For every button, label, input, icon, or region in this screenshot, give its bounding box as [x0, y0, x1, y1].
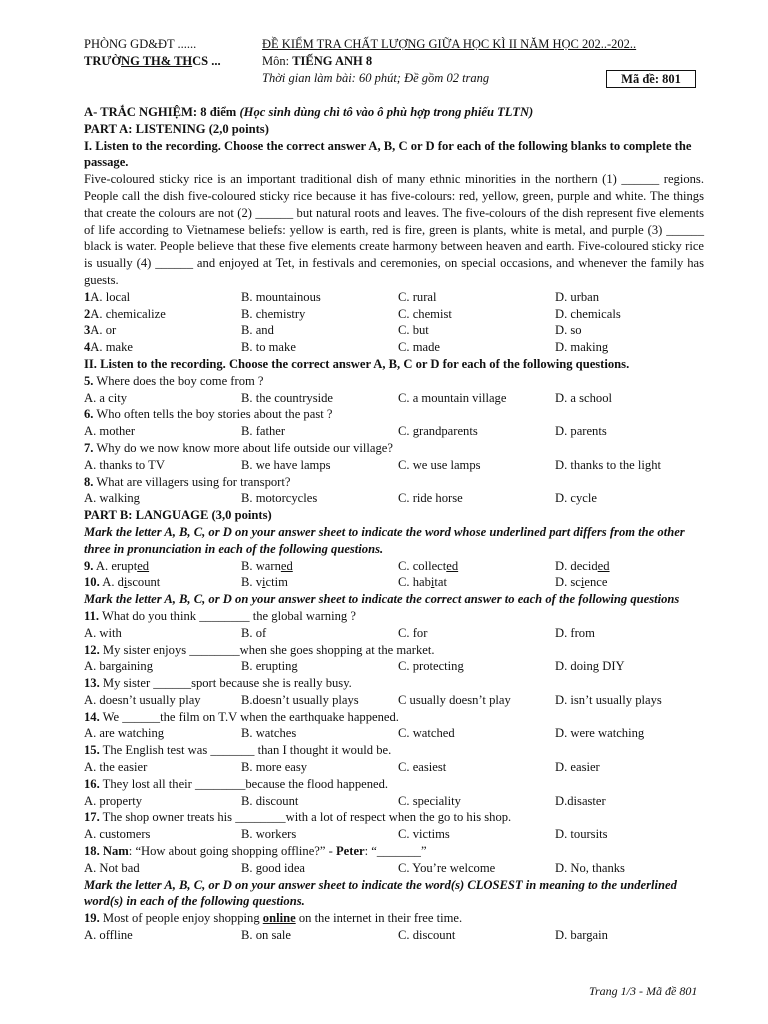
answer-option: A. customers: [84, 827, 151, 842]
school-name-part: CS ...: [192, 54, 221, 68]
answer-options-row: [84, 692, 704, 709]
subject-line: [262, 53, 636, 70]
answer-option: D. cycle: [555, 491, 597, 506]
answer-option: D. isn’t usually plays: [555, 692, 662, 707]
question-number: 13.: [84, 676, 100, 691]
answer-option: C. rural: [398, 289, 437, 304]
time-info: Thời gian làm bài: 60 phút; Đề gồm 02 trang: [262, 71, 490, 85]
exam-body: [84, 104, 704, 944]
subject-label: Môn:: [262, 54, 293, 68]
synonym-instruction: Mark the letter A, B, C, or D on your answer sheet to indicate the word(s) CLOSEST in meaning to the underlined word(s) in each of the following questions.: [84, 877, 677, 909]
answer-option: D. toursits: [555, 827, 608, 842]
exam-title: ĐỀ KIỂM TRA CHẤT LƯỢNG GIỮA HỌC KÌ II NĂM HỌC 202..-202..: [262, 37, 637, 51]
question-number: 3: [84, 323, 91, 338]
answer-option: C. speciality: [398, 793, 461, 808]
question-stem: [84, 406, 704, 423]
header-left: [84, 36, 221, 70]
question-stem: [84, 373, 704, 390]
question-number: 18.: [84, 844, 100, 859]
question-text: Who often tells the boy stories about the past ?: [96, 407, 333, 422]
q10-option-b: B. victim: [241, 575, 288, 590]
answer-option: A. mother: [84, 424, 136, 439]
answer-options-row: [84, 322, 704, 339]
exam-code-box: Mã đề: 801: [606, 70, 696, 88]
answer-option: C. grandparents: [398, 424, 478, 439]
answer-option: D. so: [555, 323, 582, 338]
question-stem: [84, 642, 704, 659]
grammar-instruction: Mark the letter A, B, C, or D on your answer sheet to indicate the correct answer to each of the following questions: [84, 592, 680, 607]
q19-option-c: C. discount: [398, 928, 456, 943]
answer-options-row: [84, 793, 704, 810]
question-text: We ______the film on T.V when the earthquake happened.: [102, 709, 399, 724]
school-name-underlined: NG TH& TH: [121, 54, 193, 68]
answer-option: C. chemist: [398, 306, 452, 321]
answer-options-row: [84, 289, 704, 306]
q9-option-b: B. warned: [241, 558, 293, 573]
answer-option: C. a mountain village: [398, 390, 507, 405]
question-stem: [84, 608, 704, 625]
answer-option: C. watched: [398, 726, 455, 741]
answer-option: A. the easier: [84, 760, 148, 775]
answer-option: 2A. chemicalize: [84, 306, 166, 321]
answer-option: B. more easy: [241, 760, 308, 775]
answer-options-row: [84, 390, 704, 407]
section-a-title: [84, 104, 704, 121]
answer-options-row: [84, 490, 704, 507]
answer-option: B. erupting: [241, 659, 298, 674]
answer-option: B. of: [241, 625, 267, 640]
exercise-1-instruction: I. Listen to the recording. Choose the correct answer A, B, C or D for each of the following blanks to complete the passage.: [84, 138, 692, 170]
education-office: PHÒNG GD&ĐT ......: [84, 37, 197, 51]
answer-option: D. making: [555, 340, 609, 355]
q9-option-d: D. decided: [555, 558, 610, 573]
section-a-note: (Học sinh dùng chì tô vào ô phù hợp trong phiếu TLTN): [239, 105, 534, 119]
answer-option: B. workers: [241, 827, 297, 842]
q19-option-d: D. bargain: [555, 928, 608, 943]
grammar-questions: [84, 608, 704, 843]
nam-line: : “How about going shopping offline?” -: [128, 844, 336, 859]
answer-option: B. and: [241, 323, 274, 338]
speaker-peter: Peter: [335, 844, 365, 859]
q18-option-b: B. good idea: [241, 860, 306, 875]
answer-option: B.doesn’t usually plays: [241, 692, 359, 707]
answer-option: A. doesn’t usually play: [84, 692, 201, 707]
question-19-options: [84, 927, 704, 944]
answer-option: D. urban: [555, 289, 600, 304]
question-18-options: [84, 860, 704, 877]
section-a-label: A- TRẮC NGHIỆM: 8 điểm: [84, 105, 237, 119]
question-number: 15.: [84, 743, 100, 758]
answer-options-row: [84, 725, 704, 742]
answer-option: B. motorcycles: [241, 491, 318, 506]
question-stem: [84, 440, 704, 457]
answer-option: C. for: [398, 625, 428, 640]
answer-option: C. easiest: [398, 760, 447, 775]
question-number: 19.: [84, 911, 100, 926]
subject-name: TIẾNG ANH 8: [292, 54, 373, 68]
header-right: [262, 36, 636, 87]
answer-option: D. from: [555, 625, 595, 640]
answer-option: C usually doesn’t play: [398, 692, 511, 707]
question-number: 9.: [84, 558, 94, 573]
answer-option: B. watches: [241, 726, 297, 741]
answer-option: B. father: [241, 424, 286, 439]
pronunciation-instruction: Mark the letter A, B, C, or D on your answer sheet to indicate the word whose underlined part differs from the other three in pronunciation in each of the following questions.: [84, 524, 685, 556]
question-stem: [84, 809, 704, 826]
answer-option: 1A. local: [84, 289, 131, 304]
answer-options-row: [84, 457, 704, 474]
question-text: What do you think ________ the global warning ?: [101, 608, 356, 623]
q18-option-c: C. You’re welcome: [398, 860, 496, 875]
answer-option: C. victims: [398, 827, 450, 842]
answer-option: C. ride horse: [398, 491, 463, 506]
peter-line: : “_______”: [364, 844, 427, 859]
q9-option-a: 9. A. erupted: [84, 558, 150, 573]
q10-option-d: D. science: [555, 575, 608, 590]
question-text: The shop owner treats his ________with a lot of respect when the go to his shop.: [102, 810, 512, 825]
answer-option: B. to make: [241, 340, 296, 355]
question-number: 5.: [84, 373, 94, 388]
answer-option: C. protecting: [398, 659, 464, 674]
part-b-title: PART B: LANGUAGE (3,0 points): [84, 508, 272, 523]
question-number: 14.: [84, 709, 100, 724]
answer-option: 3A. or: [84, 323, 117, 338]
answer-option: D.disaster: [555, 793, 606, 808]
answer-option: A. property: [84, 793, 143, 808]
question-text: My sister ______sport because she is really busy.: [102, 676, 352, 691]
school-name: [84, 53, 221, 70]
question-number: 7.: [84, 440, 94, 455]
exercise-2-questions: [84, 373, 704, 507]
exercise-2-instruction: II. Listen to the recording. Choose the correct answer A, B, C or D for each of the following questions.: [84, 356, 630, 371]
question-number: 10.: [84, 575, 100, 590]
question-number: 2: [84, 306, 91, 321]
question-text: Where does the boy come from ?: [96, 373, 264, 388]
question-9-options: [84, 558, 704, 575]
question-number: 11.: [84, 608, 100, 623]
answer-options-row: [84, 306, 704, 323]
exercise-1-questions: [84, 289, 704, 356]
question-stem: [84, 742, 704, 759]
question-19-stem: 19. Most of people enjoy shopping online on the internet in their free time.: [84, 911, 463, 926]
answer-option: D. parents: [555, 424, 607, 439]
question-number: 1: [84, 289, 91, 304]
question-number: 6.: [84, 407, 94, 422]
speaker-nam: Nam: [102, 844, 129, 859]
answer-option: A. thanks to TV: [84, 457, 165, 472]
question-text: The English test was _______ than I thought it would be.: [102, 743, 392, 758]
answer-option: D. a school: [555, 390, 613, 405]
answer-option: A. a city: [84, 390, 128, 405]
question-stem: [84, 776, 704, 793]
answer-option: B. mountainous: [241, 289, 321, 304]
page-footer: Trang 1/3 - Mã đề 801: [589, 984, 698, 998]
underlined-word: online: [262, 911, 296, 926]
answer-options-row: [84, 339, 704, 356]
q19-option-a: A. offline: [84, 928, 133, 943]
question-stem: [84, 675, 704, 692]
answer-options-row: [84, 625, 704, 642]
listening-passage: Five-coloured sticky rice is an important traditional dish of many ethnic minorities in the northern (1) ______ regions. People call the dish five-coloured sticky rice because it has five-colours: red, yellow, green, purple and white. The things that create the colours are not (2) ______ but natural roots and leaves. The five-colours of the dish represent five elements of life according to Vietnamese beliefs: yellow is earth, red is fire, green is plants, white is metal, and purple (3) ______ black is water. People believe that these five elements create harmony between heaven and earth. Five-coloured sticky rice is usually (4) ______ and enjoyed at Tet, in festivals and ceremonies, on special occasions, and whenever the family has guests.: [84, 172, 704, 287]
q18-option-d: D. No, thanks: [555, 860, 625, 875]
answer-option: A. are watching: [84, 726, 165, 741]
answer-option: A. walking: [84, 491, 140, 506]
question-text: They lost all their ________because the flood happened.: [102, 776, 389, 791]
answer-option: C. but: [398, 323, 429, 338]
answer-option: 4A. make: [84, 340, 133, 355]
answer-options-row: [84, 658, 704, 675]
answer-option: B. discount: [241, 793, 299, 808]
answer-options-row: [84, 826, 704, 843]
answer-option: D. easier: [555, 760, 600, 775]
question-number: 16.: [84, 776, 100, 791]
answer-option: A. with: [84, 625, 122, 640]
question-text: Why do we now know more about life outside our village?: [96, 440, 393, 455]
q10-option-a: 10. A. discount: [84, 575, 161, 590]
school-name-part: TRƯỜ: [84, 54, 122, 68]
answer-option: D. chemicals: [555, 306, 621, 321]
question-number: 12.: [84, 642, 100, 657]
q9-option-c: C. collected: [398, 558, 459, 573]
question-number: 4: [84, 340, 91, 355]
question-18-stem: [84, 843, 704, 860]
answer-option: C. made: [398, 340, 440, 355]
question-text: My sister enjoys ________when she goes shopping at the market.: [102, 642, 435, 657]
answer-option: B. the countryside: [241, 390, 333, 405]
q10-option-c: C. habitat: [398, 575, 447, 590]
question-number: 8.: [84, 474, 94, 489]
answer-option: D. doing DIY: [555, 659, 625, 674]
question-text: What are villagers using for transport?: [96, 474, 291, 489]
answer-options-row: [84, 423, 704, 440]
answer-options-row: [84, 759, 704, 776]
q18-option-a: A. Not bad: [84, 860, 140, 875]
question-10-options: [84, 574, 704, 591]
answer-option: D. were watching: [555, 726, 645, 741]
answer-option: C. we use lamps: [398, 457, 481, 472]
question-stem: [84, 709, 704, 726]
part-a-title: PART A: LISTENING (2,0 points): [84, 121, 269, 136]
answer-option: D. thanks to the light: [555, 457, 661, 472]
answer-option: B. chemistry: [241, 306, 306, 321]
answer-option: B. we have lamps: [241, 457, 331, 472]
question-number: 17.: [84, 810, 100, 825]
q19-option-b: B. on sale: [241, 928, 292, 943]
question-stem: [84, 474, 704, 491]
answer-option: A. bargaining: [84, 659, 154, 674]
